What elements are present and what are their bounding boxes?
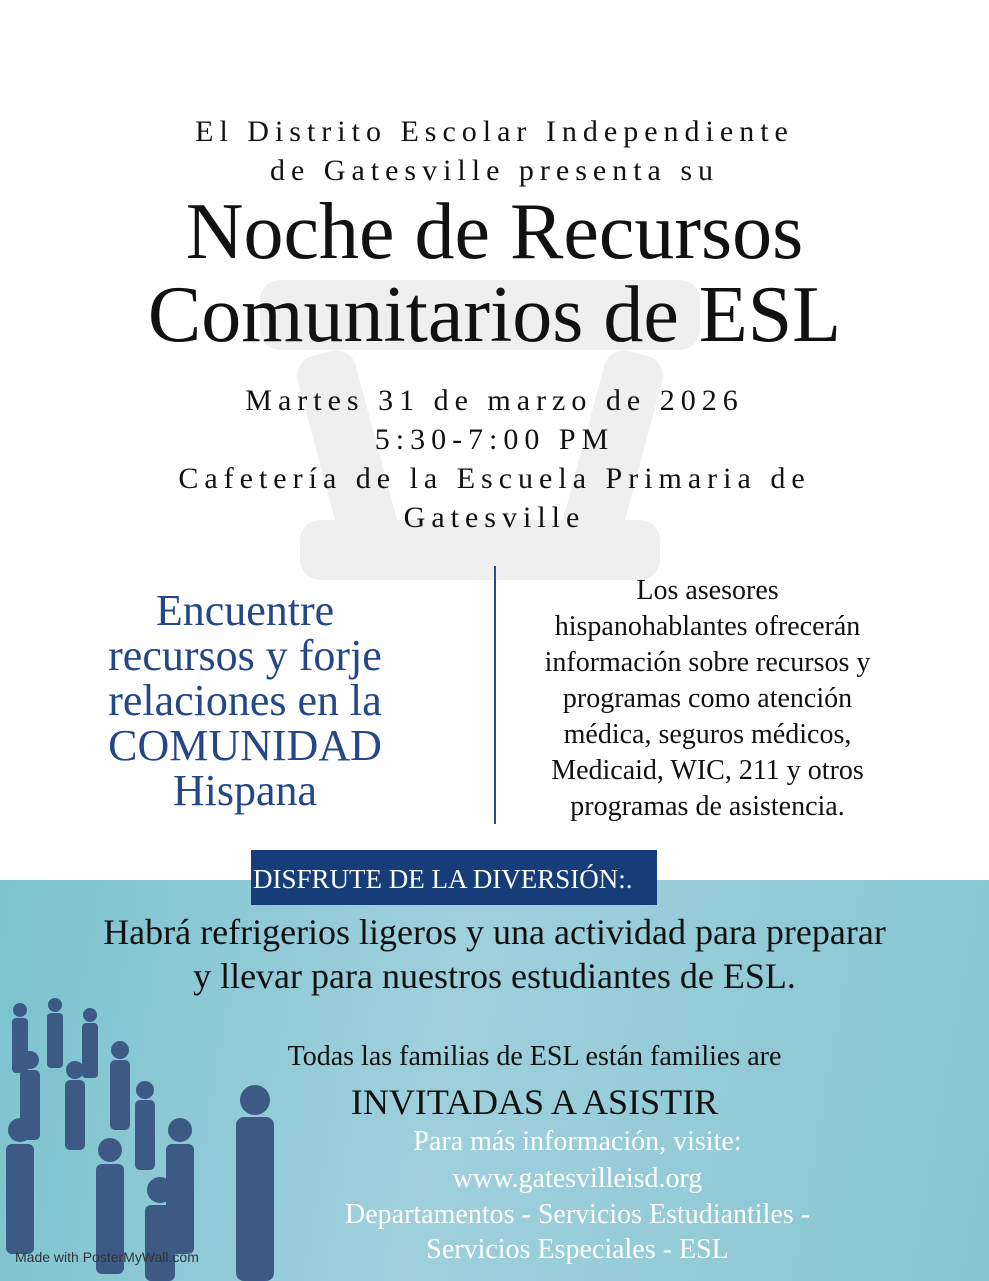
page-title-line-1: Noche de Recursos (185, 188, 804, 276)
event-time: 5:30-7:00 PM (374, 423, 615, 456)
website-link[interactable]: www.gatesvilleisd.org (452, 1163, 703, 1194)
description-line: Medicaid, WIC, 211 y otros (551, 755, 864, 786)
postermywall-watermark: Made with PosterMyWall.com (15, 1249, 199, 1265)
description-line: información sobre recursos y (544, 647, 871, 678)
vertical-divider (494, 566, 496, 824)
info-line-1: Para más información, visite: (413, 1126, 742, 1157)
description-line: médica, seguros médicos, (563, 719, 852, 750)
fun-section-heading: DISFRUTE DE LA DIVERSIÓN:. (251, 850, 657, 905)
event-location-line-2: Gatesville (403, 501, 586, 534)
info-line-4: Servicios Especiales - ESL (426, 1234, 729, 1265)
tagline-line: relaciones en la (108, 676, 382, 725)
presenter-line-2: de Gatesville presenta su (269, 154, 720, 187)
refreshments-line-2: y llevar para nuestros estudiantes de ESL. (193, 956, 796, 996)
page-title-line-2: Comunitarios de ESL (147, 271, 842, 359)
info-line-3: Departamentos - Servicios Estudiantiles - (345, 1199, 810, 1230)
description-line: Los asesores (636, 575, 779, 606)
refreshments-line-1: Habrá refrigerios ligeros y una actividad para preparar (103, 912, 886, 952)
description-line: programas de asistencia. (570, 791, 845, 822)
invite-line-1: Todas las familias de ESL están families are (287, 1041, 782, 1072)
description-line: hispanohablantes ofrecerán (554, 611, 861, 642)
presenter-line-1: El Distrito Escolar Independiente (195, 115, 794, 148)
invite-line-2: INVITADAS A ASISTIR (350, 1082, 719, 1122)
tagline-line: Hispana (172, 766, 318, 815)
event-date: Martes 31 de marzo de 2026 (245, 384, 744, 417)
tagline-line: Encuentre (155, 586, 335, 635)
tagline-line: COMUNIDAD (108, 721, 382, 770)
description-line: programas como atención (562, 683, 853, 714)
event-location-line-1: Cafetería de la Escuela Primaria de (178, 462, 811, 495)
tagline-line: recursos y forje (108, 631, 382, 680)
advisors-description (505, 573, 910, 825)
community-tagline (60, 588, 430, 813)
